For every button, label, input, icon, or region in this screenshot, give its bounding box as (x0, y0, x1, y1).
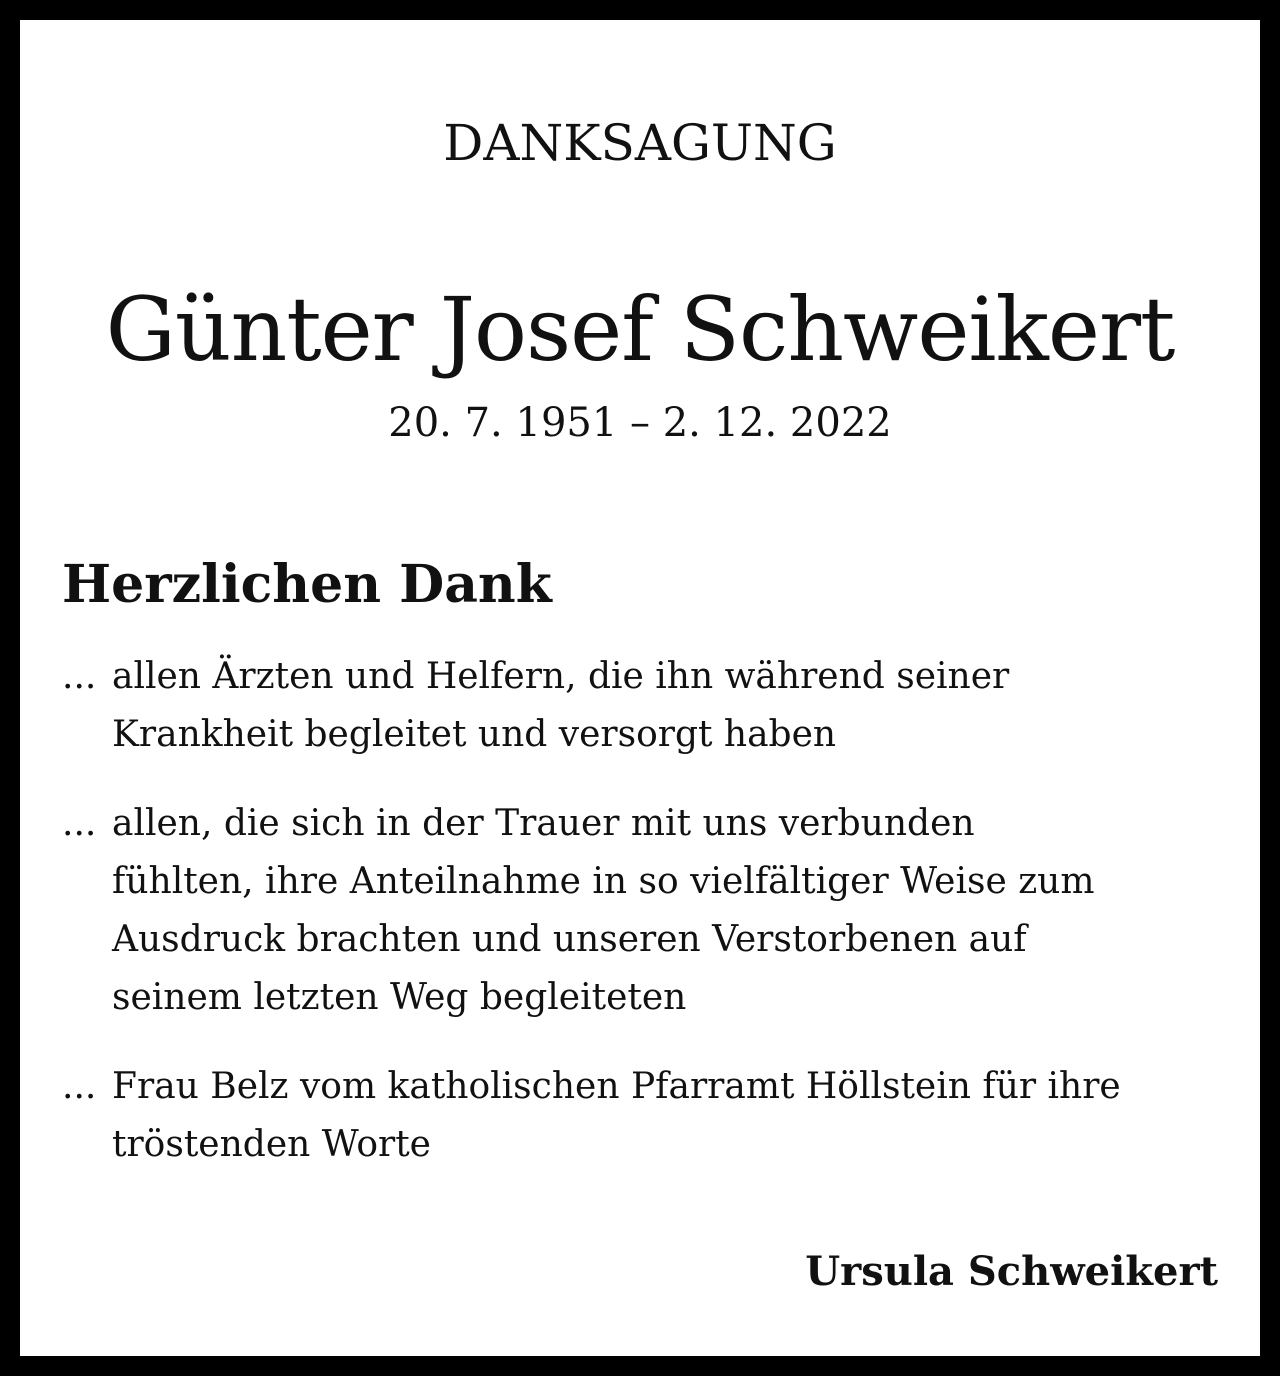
deceased-name: Günter Josef Schweikert (105, 278, 1175, 381)
item-text (112, 1058, 1222, 1174)
item-line: Frau Belz vom katholischen Pfarramt Höllstein für ihre (112, 1066, 1121, 1107)
item-ellipsis: ... (62, 1066, 97, 1107)
item-line: fühlten, ihre Anteilnahme in so vielfältiger Weise zum (112, 861, 1095, 902)
notice-heading: DANKSAGUNG (443, 114, 837, 172)
thanks-item (62, 1058, 1222, 1174)
signature: Ursula Schweikert (805, 1248, 1218, 1295)
item-text (112, 648, 1222, 764)
thanks-subheading: Herzlichen Dank (62, 554, 552, 615)
item-line: Ausdruck brachten und unseren Verstorbenen auf (112, 919, 1027, 960)
item-line: tröstenden Worte (112, 1124, 431, 1165)
item-ellipsis: ... (62, 656, 97, 697)
life-dates: 20. 7. 1951 – 2. 12. 2022 (388, 400, 892, 446)
item-line: allen, die sich in der Trauer mit uns verbunden (112, 803, 975, 844)
thanks-item (62, 648, 1222, 764)
item-line: Krankheit begleitet und versorgt haben (112, 714, 837, 755)
item-text (112, 795, 1222, 1027)
item-line: allen Ärzten und Helfern, die ihn während seiner (112, 656, 1010, 697)
item-ellipsis: ... (62, 803, 97, 844)
thanks-item (62, 795, 1222, 1027)
item-line: seinem letzten Weg begleiteten (112, 977, 687, 1018)
